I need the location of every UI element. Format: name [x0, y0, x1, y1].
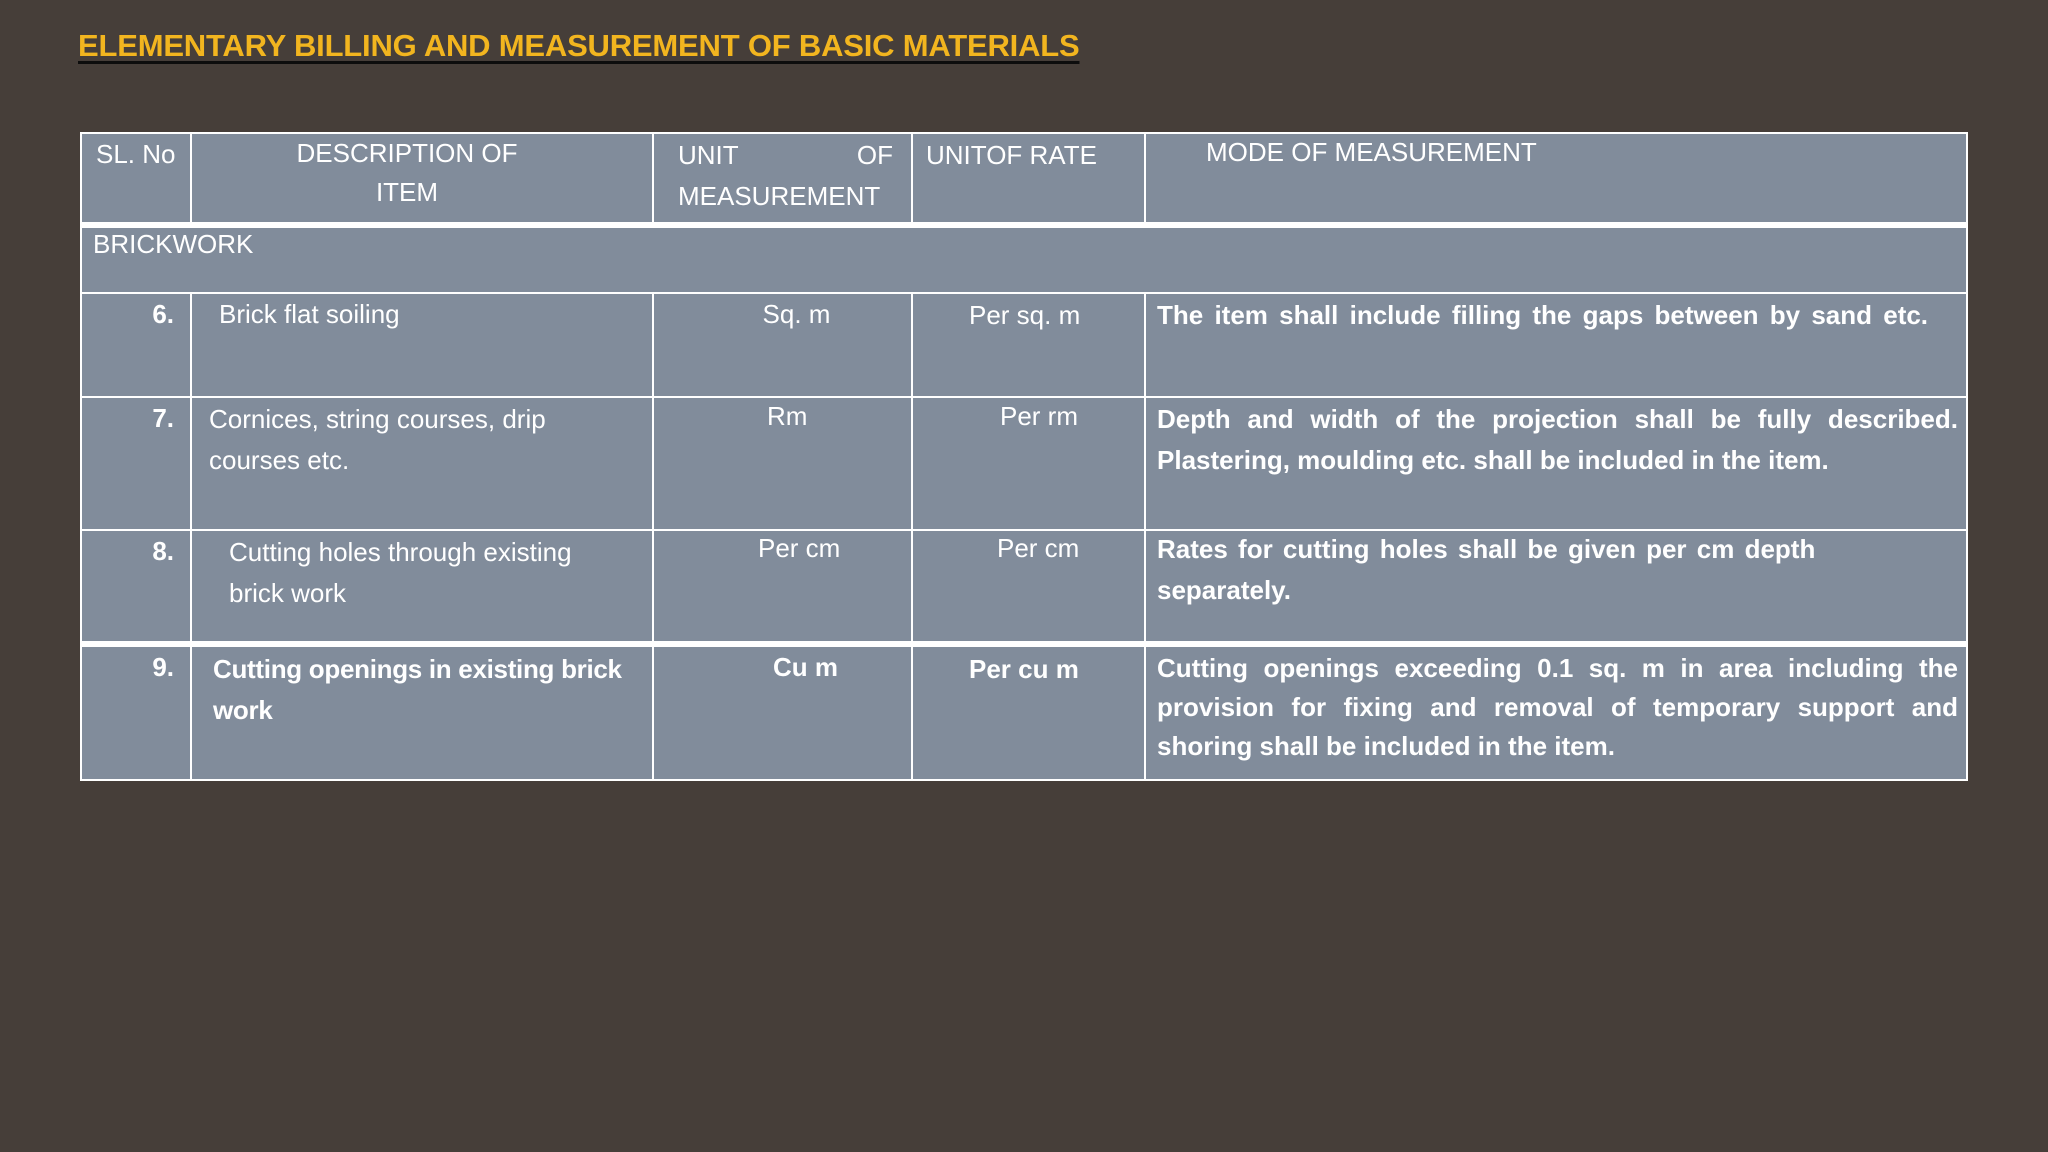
header-mode-of-measurement [1145, 133, 1967, 225]
row-7-description-text: Cornices, string courses, drip courses etc. [209, 404, 546, 475]
header-description-line1: DESCRIPTION OF [296, 138, 518, 168]
table-row [81, 530, 1967, 644]
row-6-mode [1145, 293, 1967, 397]
row-8-mode [1145, 530, 1967, 644]
row-6-sl-no: 6. [81, 293, 191, 397]
row-7-unit-text: Rm [767, 401, 808, 431]
header-mode-label: MODE OF MEASUREMENT [1206, 137, 1537, 167]
row-8-unit [653, 530, 912, 644]
header-of-word: OF [856, 140, 893, 170]
row-9-unit [653, 644, 912, 780]
row-8-unit-text: Per cm [758, 533, 841, 563]
row-6-rate-unit-text: Per sq. m [969, 300, 1081, 330]
table-row [81, 644, 1967, 780]
row-7-mode [1145, 397, 1967, 530]
measurement-table [80, 132, 1968, 781]
section-row-brickwork [81, 225, 1967, 293]
row-6-description [191, 293, 653, 397]
row-9-rate-unit [912, 644, 1145, 780]
table-row [81, 293, 1967, 397]
header-unit-line2: MEASUREMENT [678, 181, 881, 211]
row-9-unit-text: Cu m [773, 652, 838, 682]
row-8-sl-no: 8. [81, 530, 191, 644]
header-sl-no [81, 133, 191, 225]
row-9-sl-no: 9. [81, 644, 191, 780]
row-9-mode [1145, 644, 1967, 780]
page-title: ELEMENTARY BILLING AND MEASUREMENT OF BASIC MATERIALS [78, 28, 1080, 63]
header-unit-word: UNIT [678, 140, 739, 170]
row-7-rate-unit [912, 397, 1145, 530]
section-cell [81, 225, 1967, 293]
row-6-unit-text: Sq. m [762, 299, 831, 329]
row-8-description [191, 530, 653, 644]
row-9-description [191, 644, 653, 780]
header-sl-no-label: SL. No [96, 139, 176, 169]
header-unit-of-measurement [653, 133, 912, 225]
header-unit-of-rate-label: UNITOF RATE [926, 140, 1097, 170]
row-7-mode-text: Depth and width of the projection shall be fully described. Plastering, moulding etc. shall be included in the item. [1157, 404, 1958, 475]
header-unit-line1 [678, 135, 893, 176]
row-8-description-text: Cutting holes through existing brick work [229, 537, 572, 608]
row-6-rate-unit [912, 293, 1145, 397]
row-7-description [191, 397, 653, 530]
row-6-mode-text: The item shall include filling the gaps between by sand etc. [1157, 300, 1929, 330]
row-6-description-text: Brick flat soiling [219, 299, 400, 329]
row-8-rate-unit-text: Per cm [997, 533, 1080, 563]
table-row [81, 397, 1967, 530]
table-header-row [81, 133, 1967, 225]
row-7-unit [653, 397, 912, 530]
row-7-sl-no: 7. [81, 397, 191, 530]
row-6-unit [653, 293, 912, 397]
header-unit-of-rate [912, 133, 1145, 225]
row-9-description-text: Cutting openings in existing brick work [213, 654, 622, 725]
row-8-rate-unit [912, 530, 1145, 644]
header-description [191, 133, 653, 225]
row-9-mode-text: Cutting openings exceeding 0.1 sq. m in area including the provision for fixing and removal of temporary support and shoring shall be included in the item. [1157, 653, 1958, 761]
section-label: BRICKWORK [93, 229, 254, 259]
header-description-line2: ITEM [375, 177, 439, 207]
row-7-rate-unit-text: Per rm [1000, 401, 1078, 431]
row-8-mode-text: Rates for cutting holes shall be given per cm depth separately. [1157, 534, 1816, 605]
row-9-rate-unit-text: Per cu m [969, 654, 1079, 684]
